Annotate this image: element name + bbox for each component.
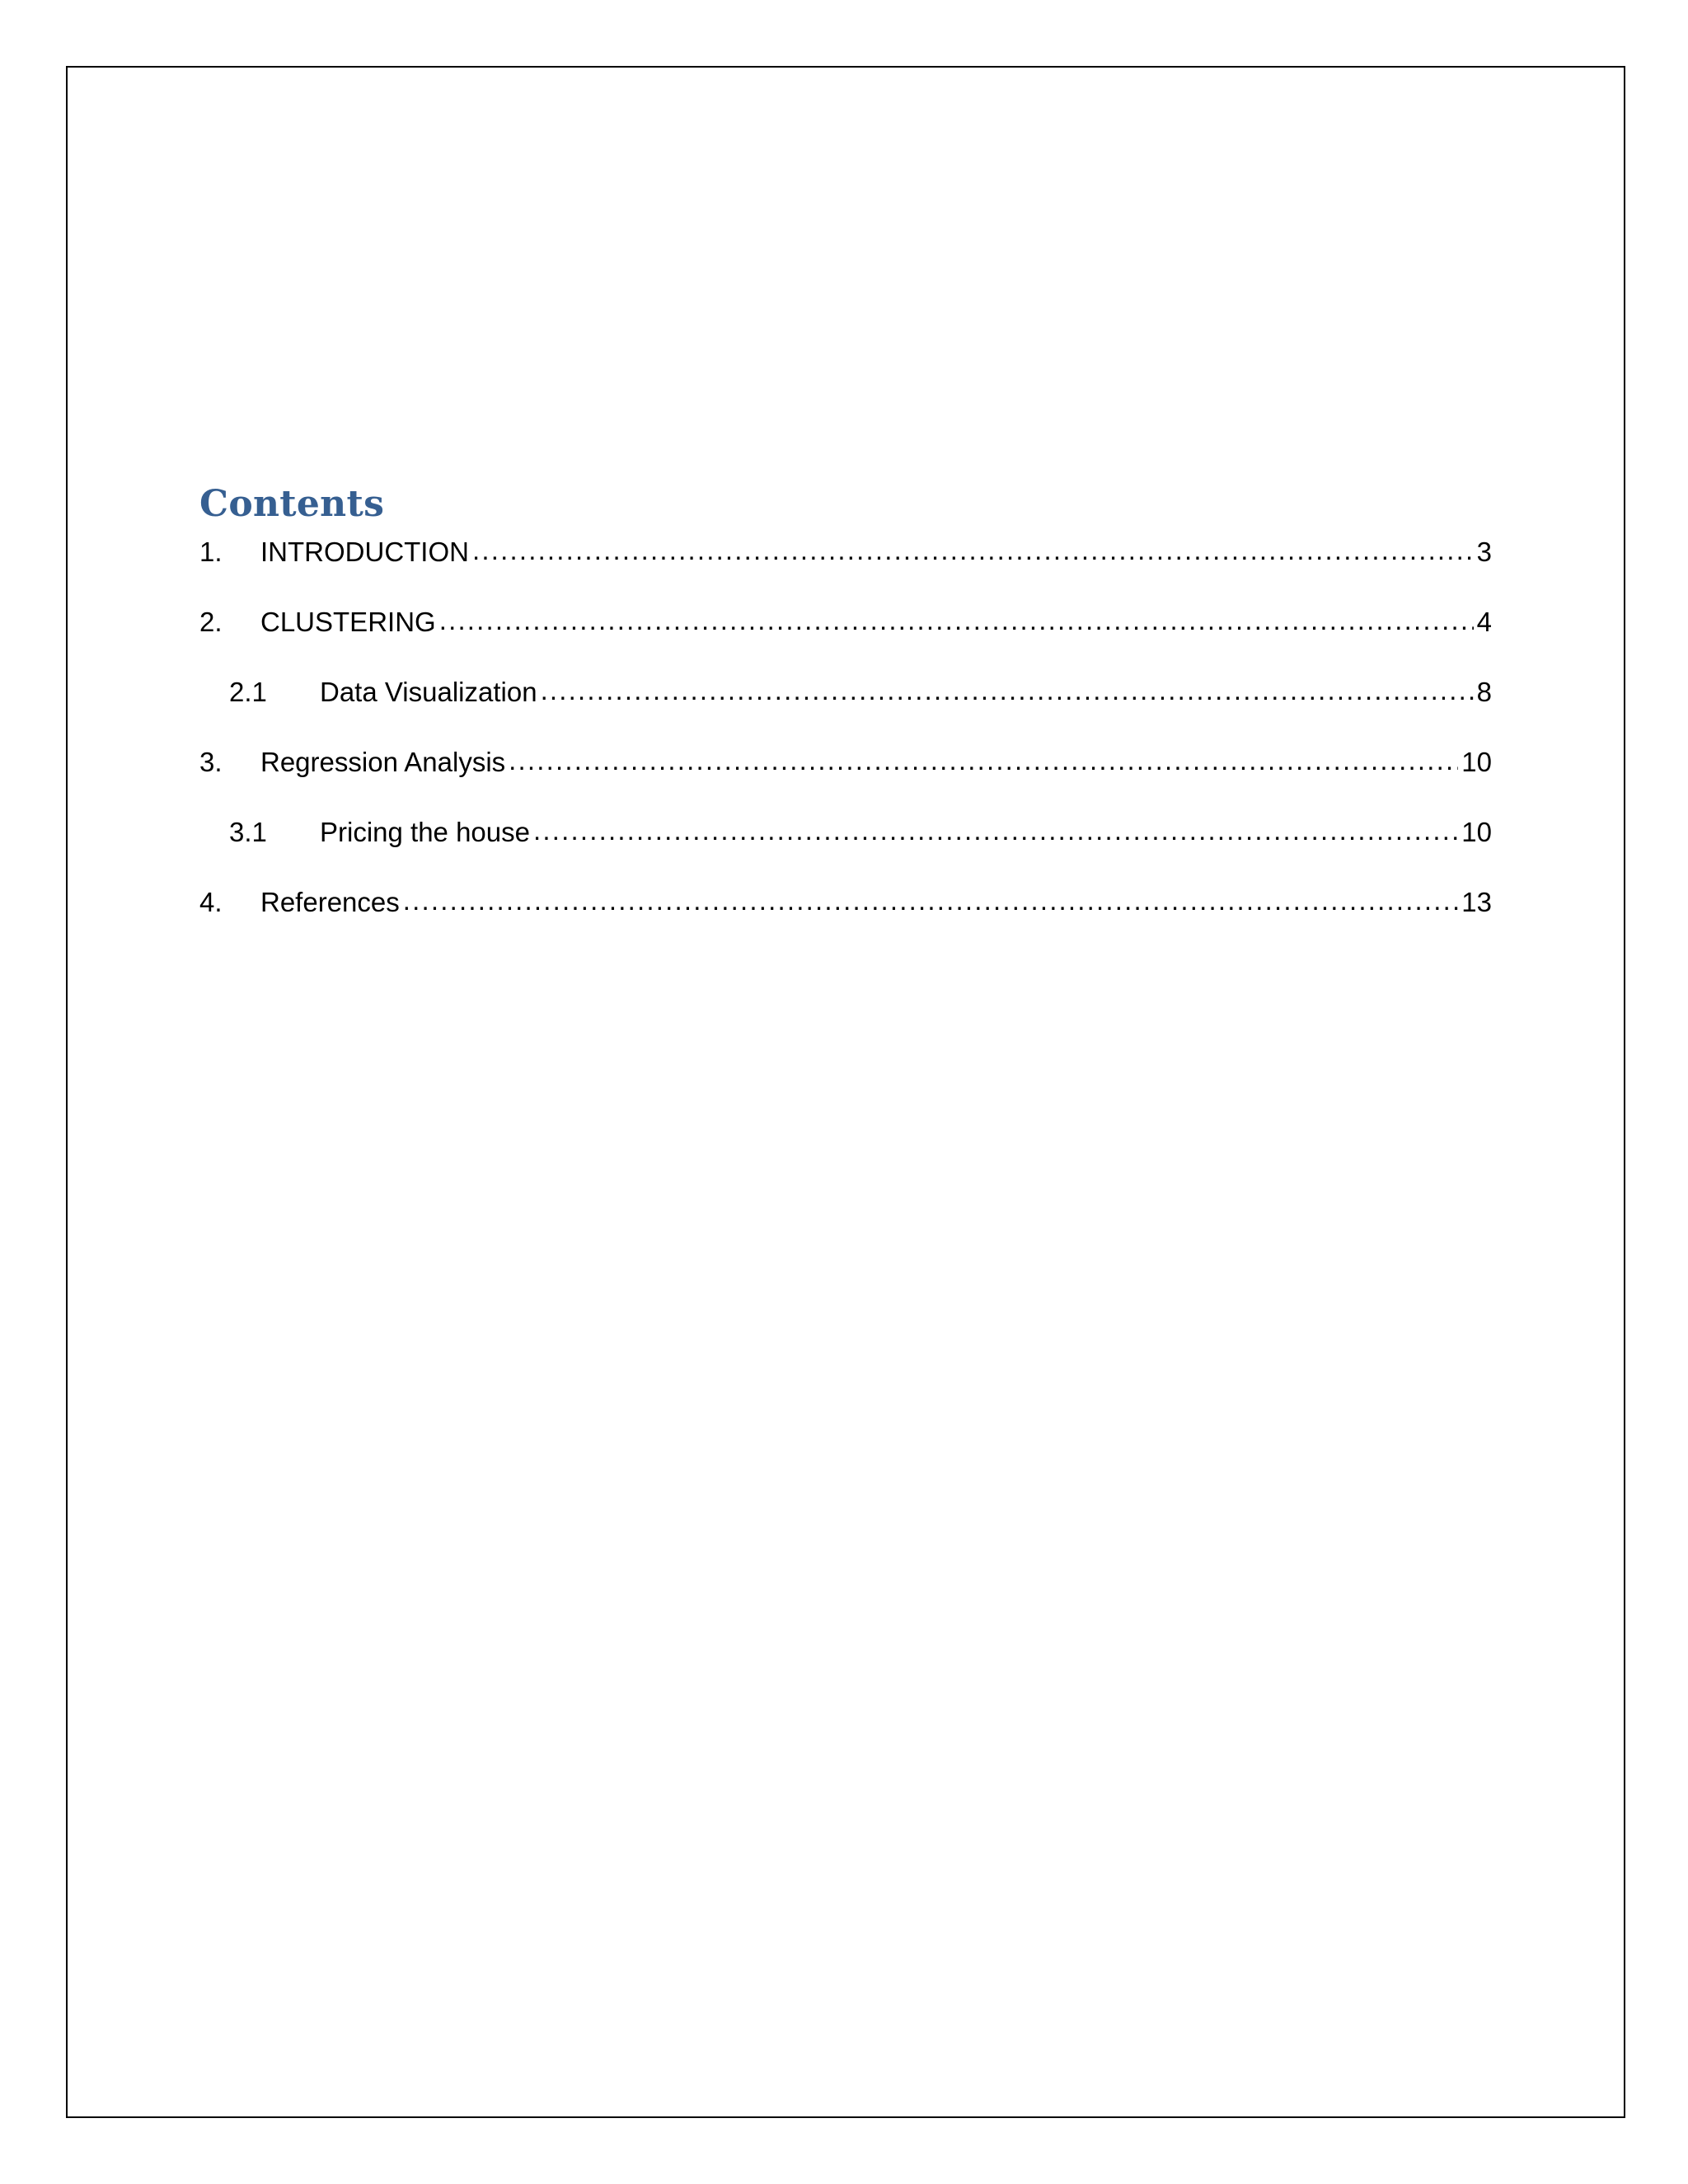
toc-entry-number: 2.1 — [229, 677, 267, 707]
toc-entry-data-visualization[interactable] — [199, 674, 1492, 744]
toc-entry-page: 4 — [1476, 607, 1492, 637]
toc-entry-pricing-the-house[interactable] — [199, 814, 1492, 884]
table-of-contents — [199, 476, 1492, 954]
toc-entry-label: Data Visualization — [320, 677, 537, 707]
toc-dot-leader — [509, 743, 1458, 779]
toc-entry-regression-analysis[interactable] — [199, 744, 1492, 814]
page-border — [66, 66, 1625, 2118]
toc-entry-page: 10 — [1461, 817, 1492, 847]
toc-entry-number: 3. — [199, 747, 223, 777]
toc-entry-number: 2. — [199, 607, 223, 637]
toc-entry-number: 4. — [199, 887, 223, 917]
toc-entry-number: 3.1 — [229, 817, 267, 847]
toc-title: Contents — [199, 483, 385, 525]
toc-entry-label: CLUSTERING — [260, 607, 436, 637]
toc-dot-leader — [439, 602, 1474, 639]
toc-dot-leader — [541, 673, 1474, 709]
toc-entry-page: 8 — [1476, 677, 1492, 707]
toc-entry-introduction[interactable] — [199, 534, 1492, 604]
toc-entry-clustering[interactable] — [199, 604, 1492, 674]
toc-entry-page: 3 — [1476, 537, 1492, 567]
toc-entry-page: 13 — [1461, 887, 1492, 917]
toc-entry-number: 1. — [199, 537, 223, 567]
toc-entry-label: References — [260, 887, 400, 917]
toc-entry-references[interactable] — [199, 884, 1492, 954]
toc-dot-leader — [472, 532, 1474, 569]
toc-entry-label: Regression Analysis — [260, 747, 506, 777]
toc-dot-leader — [403, 883, 1459, 919]
toc-entry-label: Pricing the house — [320, 817, 530, 847]
toc-entry-page: 10 — [1461, 747, 1492, 777]
toc-entry-label: INTRODUCTION — [260, 537, 469, 567]
toc-dot-leader — [533, 813, 1458, 849]
